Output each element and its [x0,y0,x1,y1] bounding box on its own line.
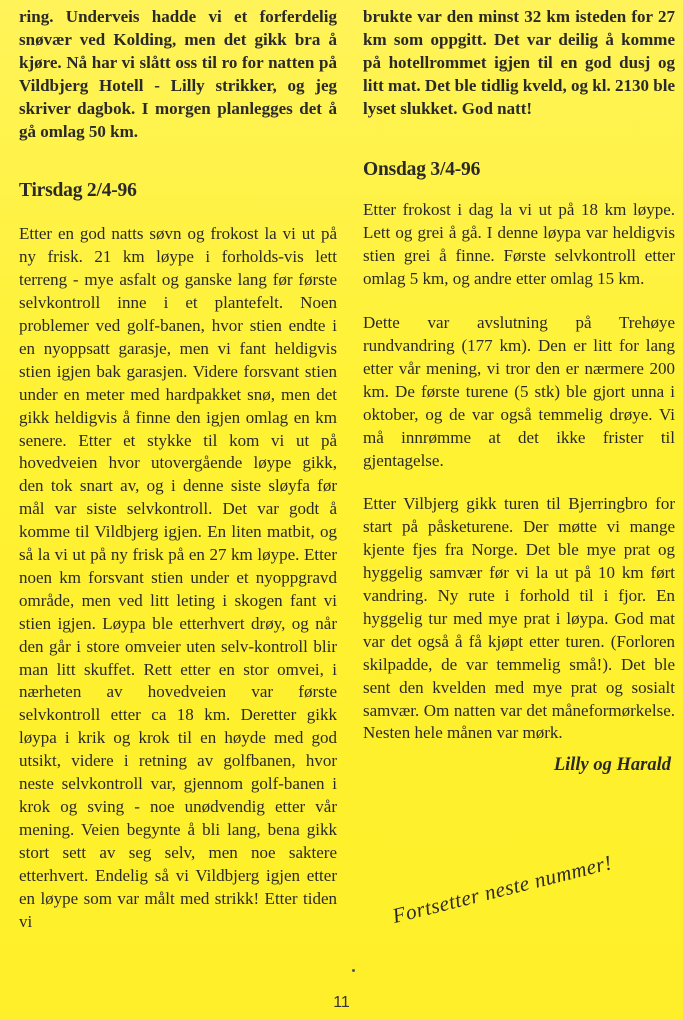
left-column [19,6,337,933]
right-column [363,6,675,777]
page-number: 11 [333,994,350,1011]
intro-paragraph: ring. Underveis hadde vi et forferdelig snøvær ved Kolding, men det gikk bra å kjøre. Nå har vi slått oss til ro for natten på Vildbjerg Hotell - Lilly strikker, og jeg skriver dagbok. I morgen planlegges det å gå omlag 50 km. [19,7,337,141]
continuation-paragraph [363,6,675,121]
onsdag-paragraph-3: Etter Vilbjerg gikk turen til Bjerringbro for start på påsketurene. Der møtte vi mange kjente fjes fra Norge. Det ble mye prat og hyggelig samvær før vi la ut på 10 km ført vandring. Ny rute i forhold til i fjor. En hyggelig tur med mye prat i løypa. God mat var det også å få kjøpt etter turen. (Forloren skilpadde, de var temmelig små!). Det ble sent den kvelden med mye prat og sosialt samvær. Om natten var det måneformørkelse. Nesten hele månen var mørk. [363,494,675,743]
onsdag-paragraph-2: Dette var avslutning på Trehøye rundvandring (177 km). Den er litt for lang etter vår mening, vi tror den er nærmere 200 km. De første turene (5 stk) ble gjort unna i oktober, og de var også temmelig drøye. Vi må innrømme at det ikke frister til gjentagelse. [363,313,675,470]
handwritten-continuation-note: Fortsetter neste nummer! [389,850,615,929]
onsdag-paragraph-1: Etter frokost i dag la vi ut på 18 km løype. Lett og grei å gå. I denne løypa var heldigvis stien grei å finne. Første selvkontroll etter omlag 5 km, og andre etter omlag 15 km. [363,200,675,289]
tirsdag-paragraph: Etter en god natts søvn og frokost la vi ut på ny frisk. 21 km løype i forholds-vis lett terreng - mye asfalt og ganske lang før første selvkontroll inne i et plantefelt. Noen problemer ved golf-banen, hvor stien endte i en nyoppsatt garasje, men vi fant heldigvis stien igjen bak garasjen. Videre forsvant stien under en meter med hardpakket snø, men det gikk heldigvis å finne den igjen omlag en km senere. Etter et stykke til kom vi ut på hovedveien hvor utovergående løype gikk, den tok snart av, og i denne siste sløyfa før mål var siste selvkontroll. Det var godt å komme til Vildbjerg igjen. En liten matbit, og så la vi ut på ny frisk på en 27 km løype. Etter noen km forsvant stien under et nyoppgravd område, men ved litt leting i skogen fant vi stien igjen. Løypa ble etterhvert drøy, og når den går i store omveier uten selv-kontroll blir man litt skuffet. Rett etter en stor omvei, i nærheten av hovedveien var første selvkontroll etter ca 18 km. Deretter gikk løypa i krik og krok til en høyde med god utsikt, videre i retning av golfbanen, hvor neste selvkontroll var, gjennom golf-banen i krok og sving - noe unødvendig etter vår mening. Veien begynte å bli lang, bena gikk stort sett av seg selv, men noe saktere etterhvert. Endelig så vi Vildbjerg igjen etter en løype som var målt med strikk! Etter tiden vi [19,224,337,931]
decorative-dot [352,969,355,972]
closing-text: God natt! [461,98,533,118]
continuation-text: brukte var den minst 32 km isteden for 27 km som oppgitt. Det var deilig å komme på hotellrommet igjen til en god dusj og litt mat. Det ble tidlig kveld, og kl. 2130 ble lyset slukket. [363,7,675,118]
signature: Lilly og Harald [553,755,671,776]
heading-onsdag: Onsdag 3/4-96 [363,158,481,180]
heading-tirsdag: Tirsdag 2/4-96 [19,180,137,202]
